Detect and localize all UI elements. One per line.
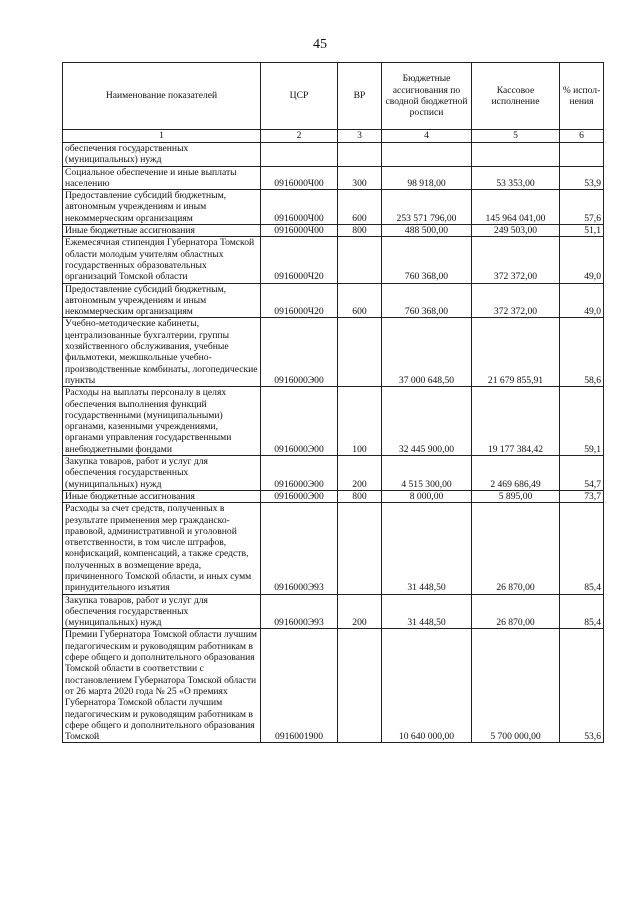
- cell-csr: 0916000Ч20: [261, 237, 338, 283]
- cell-budget: 32 445 900,00: [382, 387, 472, 456]
- cell-budget: 760 368,00: [382, 237, 472, 283]
- cell-budget: 760 368,00: [382, 283, 472, 318]
- cell-csr: 0916000Э00: [261, 490, 338, 502]
- cell-vr: 800: [338, 225, 382, 237]
- cell-csr: 0916000Э93: [261, 594, 338, 629]
- table-row: [63, 190, 604, 225]
- cell-csr: [261, 143, 338, 167]
- cell-vr: [338, 237, 382, 283]
- cell-pct: 53,9: [560, 166, 604, 190]
- cell-pct: 53,6: [560, 629, 604, 743]
- budget-execution-table: [62, 62, 604, 743]
- cell-cash: 2 469 686,49: [472, 456, 560, 491]
- table-row: [63, 237, 604, 283]
- cell-budget: 10 640 000,00: [382, 629, 472, 743]
- header-pct: % испол-нения: [560, 63, 604, 130]
- cell-pct: [560, 143, 604, 167]
- header-vr: ВР: [338, 63, 382, 130]
- cell-name: Учебно-методические кабинеты, централизованные бухгалтерии, группы хозяйственного обслуживания, учебные фильмотеки, межшкольные учебно-производственные комбинаты, логопедические пункты: [63, 318, 261, 387]
- cell-budget: 31 448,50: [382, 503, 472, 594]
- table-row: [63, 490, 604, 502]
- cell-name: Предоставление субсидий бюджетным, автономным учреждениям и иным некоммерческим организациям: [63, 283, 261, 318]
- cell-name: Иные бюджетные ассигнования: [63, 225, 261, 237]
- cell-budget: 488 500,00: [382, 225, 472, 237]
- column-number: 6: [560, 130, 604, 143]
- cell-pct: 58,6: [560, 318, 604, 387]
- cell-name: Расходы на выплаты персоналу в целях обеспечения выполнения функций государственными (муниципальными) органами, казенными учреждениями, органами управления государственными внебюджетными фондами: [63, 387, 261, 456]
- column-number: 5: [472, 130, 560, 143]
- cell-budget: 31 448,50: [382, 594, 472, 629]
- table-body: [63, 143, 604, 743]
- table-row: [63, 318, 604, 387]
- cell-cash: 372 372,00: [472, 283, 560, 318]
- cell-vr: [338, 318, 382, 387]
- cell-name: Закупка товаров, работ и услуг для обеспечения государственных (муниципальных) нужд: [63, 594, 261, 629]
- table-row: [63, 225, 604, 237]
- cell-cash: 372 372,00: [472, 237, 560, 283]
- cell-cash: 145 964 041,00: [472, 190, 560, 225]
- cell-vr: 100: [338, 387, 382, 456]
- cell-csr: 0916000Ч00: [261, 225, 338, 237]
- cell-vr: 600: [338, 283, 382, 318]
- cell-pct: 54,7: [560, 456, 604, 491]
- cell-cash: [472, 143, 560, 167]
- cell-csr: 0916000Э00: [261, 456, 338, 491]
- table-row: [63, 387, 604, 456]
- header-cash: Кассовое исполнение: [472, 63, 560, 130]
- cell-budget: 4 515 300,00: [382, 456, 472, 491]
- table-row: [63, 629, 604, 743]
- cell-csr: 0916000Э00: [261, 318, 338, 387]
- table-header-row: [63, 63, 604, 130]
- table-row: [63, 166, 604, 190]
- cell-cash: 249 503,00: [472, 225, 560, 237]
- table-row: [63, 283, 604, 318]
- cell-name: Иные бюджетные ассигнования: [63, 490, 261, 502]
- table-row: [63, 594, 604, 629]
- column-number: 1: [63, 130, 261, 143]
- cell-csr: 0916001900: [261, 629, 338, 743]
- cell-csr: 0916000Ч20: [261, 283, 338, 318]
- cell-pct: 51,1: [560, 225, 604, 237]
- cell-pct: 85,4: [560, 503, 604, 594]
- cell-budget: 37 000 648,50: [382, 318, 472, 387]
- cell-name: Премии Губернатора Томской области лучшим педагогическим и руководящим работникам в сфере общего и дополнительного образования Томской области в соответствии с постановлением Губернатора Томской области от 26 марта 2020 года № 25 «О премиях Губернатора Томской области лучшим педагогическим и руководящим работникам в сфере общего и дополнительного образования Томской: [63, 629, 261, 743]
- column-number: 2: [261, 130, 338, 143]
- cell-cash: 5 700 000,00: [472, 629, 560, 743]
- cell-cash: 19 177 384,42: [472, 387, 560, 456]
- cell-name: Предоставление субсидий бюджетным, автономным учреждениям и иным некоммерческим организациям: [63, 190, 261, 225]
- cell-cash: 53 353,00: [472, 166, 560, 190]
- cell-budget: 98 918,00: [382, 166, 472, 190]
- cell-name: Социальное обеспечение и иные выплаты населению: [63, 166, 261, 190]
- cell-name: Закупка товаров, работ и услуг для обеспечения государственных (муниципальных) нужд: [63, 456, 261, 491]
- cell-budget: 253 571 796,00: [382, 190, 472, 225]
- cell-vr: 200: [338, 456, 382, 491]
- cell-vr: 600: [338, 190, 382, 225]
- cell-vr: 800: [338, 490, 382, 502]
- column-number: 3: [338, 130, 382, 143]
- cell-cash: 26 870,00: [472, 503, 560, 594]
- cell-csr: 0916000Ч00: [261, 190, 338, 225]
- cell-pct: 59,1: [560, 387, 604, 456]
- cell-pct: 49,0: [560, 237, 604, 283]
- cell-budget: 8 000,00: [382, 490, 472, 502]
- cell-csr: 0916000Ч00: [261, 166, 338, 190]
- header-csr: ЦСР: [261, 63, 338, 130]
- cell-budget: [382, 143, 472, 167]
- cell-csr: 0916000Э00: [261, 387, 338, 456]
- cell-vr: [338, 629, 382, 743]
- column-number-row: [63, 130, 604, 143]
- header-budget: Бюджетные ассигнования по сводной бюджетной росписи: [382, 63, 472, 130]
- cell-name: обеспечения государственных (муниципальных) нужд: [63, 143, 261, 167]
- page-number: 45: [313, 37, 327, 52]
- cell-pct: 73,7: [560, 490, 604, 502]
- table-row: [63, 456, 604, 491]
- column-number: 4: [382, 130, 472, 143]
- cell-vr: 300: [338, 166, 382, 190]
- cell-pct: 57,6: [560, 190, 604, 225]
- cell-cash: 26 870,00: [472, 594, 560, 629]
- cell-cash: 5 895,00: [472, 490, 560, 502]
- cell-name: Ежемесячная стипендия Губернатора Томской области молодым учителям областных государственных образовательных организаций Томской области: [63, 237, 261, 283]
- cell-pct: 49,0: [560, 283, 604, 318]
- cell-vr: 200: [338, 594, 382, 629]
- table-row: [63, 143, 604, 167]
- cell-vr: [338, 143, 382, 167]
- table-row: [63, 503, 604, 594]
- cell-vr: [338, 503, 382, 594]
- cell-pct: 85,4: [560, 594, 604, 629]
- header-name: Наименование показателей: [63, 63, 261, 130]
- cell-csr: 0916000Э93: [261, 503, 338, 594]
- cell-cash: 21 679 855,91: [472, 318, 560, 387]
- cell-name: Расходы за счет средств, полученных в результате применения мер гражданско-правовой, административной и уголовной ответственности, в том числе штрафов, конфискаций, компенсаций, а также средств, полученных в возмещение вреда, причиненного Томской области, и иных сумм принудительного изъятия: [63, 503, 261, 594]
